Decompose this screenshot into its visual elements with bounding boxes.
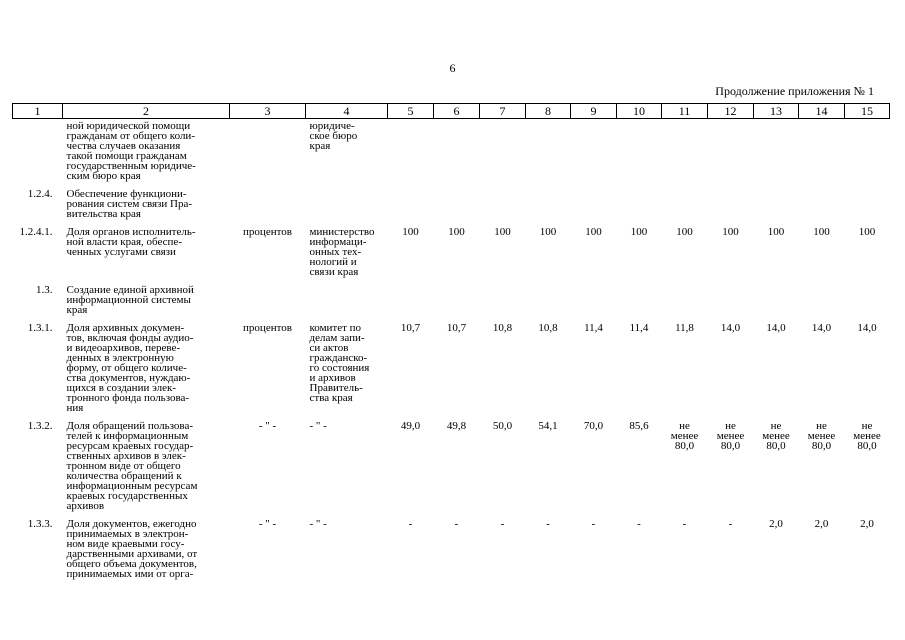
indicator-value: -: [682, 518, 687, 530]
column-header: 4: [306, 104, 388, 119]
indicator-name: Доля обращений пользова- телей к информационным ресурсам краевых государ- ственных архивов в элек- тронном виде от общего количества обращений к информационным ресурсам краевых государственных архивов: [66, 420, 198, 512]
indicator-value: [617, 285, 662, 323]
indicator-value: 100: [813, 226, 830, 238]
indicator-value: 49,8: [446, 420, 467, 432]
indicator-value: [388, 119, 434, 190]
indicator-value: 11,4: [629, 322, 649, 334]
indicator-value: [480, 119, 526, 190]
indicator-value: [845, 119, 890, 190]
unit-of-measure: - " -: [258, 518, 277, 530]
column-header: 3: [230, 104, 306, 119]
indicator-value: 14,0: [811, 322, 832, 334]
header-row: [13, 104, 890, 119]
indicator-value: [754, 285, 799, 323]
column-header: 15: [845, 104, 890, 119]
indicator-value: [480, 285, 526, 323]
responsible-body: - " -: [309, 420, 327, 432]
indicator-value: не менее 80,0: [716, 420, 745, 452]
indicator-value: 10,8: [538, 322, 558, 334]
indicator-value: [845, 189, 890, 227]
indicator-value: 2,0: [769, 518, 783, 530]
table-row: [13, 285, 890, 323]
unit-of-measure: [230, 285, 306, 323]
indicator-value: -: [454, 518, 459, 530]
indicator-value: -: [637, 518, 641, 530]
indicator-value: [388, 189, 434, 227]
indicator-value: 2,0: [860, 518, 874, 530]
indicator-value: [526, 119, 571, 190]
indicator-value: [708, 189, 754, 227]
indicator-name: Обеспечение функциони- рования систем связи Пра- вительства края: [66, 188, 193, 220]
indicators-table-container: [12, 103, 889, 587]
indicator-value: 10,7: [400, 322, 421, 334]
indicator-value: 100: [494, 226, 511, 238]
indicator-value: 50,0: [492, 420, 513, 432]
indicator-value: [799, 285, 845, 323]
indicator-value: [434, 285, 480, 323]
indicator-value: [662, 119, 708, 190]
indicator-value: [434, 189, 480, 227]
indicator-value: -: [500, 518, 505, 530]
column-header: 7: [480, 104, 526, 119]
indicator-value: [845, 285, 890, 323]
indicator-value: 49,0: [400, 420, 421, 432]
indicator-value: 100: [448, 226, 465, 238]
indicator-value: 100: [402, 226, 419, 238]
indicator-value: [526, 189, 571, 227]
indicator-value: [571, 189, 617, 227]
table-row: [13, 421, 890, 519]
indicator-value: [708, 285, 754, 323]
indicator-value: [434, 119, 480, 190]
column-header: 5: [388, 104, 434, 119]
row-index: 1.2.4.1.: [19, 226, 53, 238]
indicator-value: 14,0: [766, 322, 786, 334]
indicator-value: [754, 189, 799, 227]
indicator-value: 100: [585, 226, 602, 238]
responsible-body: [306, 285, 388, 323]
indicator-value: 11,8: [675, 322, 694, 334]
row-index: 1.3.1.: [27, 322, 53, 334]
indicators-table: [12, 103, 890, 587]
indicator-value: 100: [767, 226, 785, 238]
row-index: 1.2.4.: [27, 188, 53, 200]
column-header: 13: [754, 104, 799, 119]
indicator-value: не менее 80,0: [853, 420, 881, 452]
indicator-value: [526, 285, 571, 323]
indicator-value: 100: [676, 226, 693, 238]
table-row: [13, 227, 890, 285]
table-row: [13, 323, 890, 421]
indicator-value: 14,0: [720, 322, 741, 334]
row-index: [13, 119, 63, 190]
indicator-value: [799, 189, 845, 227]
unit-of-measure: процентов: [243, 322, 292, 334]
responsible-body: комитет по делам запи- си актов гражданско- го состояния и архивов Правитель- ства края: [309, 322, 370, 404]
column-header: 10: [617, 104, 662, 119]
indicator-name: ной юридической помощи гражданам от общего коли- чества случаев оказания такой помощи гражданам государственным юридиче- ским бюро края: [66, 120, 196, 182]
table-body: [13, 119, 890, 588]
table-row: [13, 519, 890, 587]
indicator-value: не менее 80,0: [762, 420, 790, 452]
indicator-value: -: [728, 518, 733, 530]
column-header: 9: [571, 104, 617, 119]
indicator-value: 100: [722, 226, 739, 238]
indicator-value: 100: [630, 226, 648, 238]
table-row: [13, 189, 890, 227]
column-header: 6: [434, 104, 480, 119]
unit-of-measure: процентов: [243, 226, 292, 238]
unit-of-measure: [230, 189, 306, 227]
indicator-value: не менее 80,0: [807, 420, 836, 452]
indicator-value: 10,7: [446, 322, 467, 334]
responsible-body: юридиче- ское бюро края: [309, 120, 358, 152]
indicator-value: [662, 285, 708, 323]
table-row: [13, 119, 890, 190]
column-header: 8: [526, 104, 571, 119]
row-index: 1.3.2.: [27, 420, 53, 432]
indicator-value: [799, 119, 845, 190]
indicator-value: 2,0: [814, 518, 829, 530]
indicator-value: 100: [539, 226, 557, 238]
indicator-value: [708, 119, 754, 190]
indicator-value: [617, 189, 662, 227]
indicator-name: Создание единой архивной информационной системы края: [66, 284, 194, 316]
page-number: 6: [449, 61, 456, 75]
indicator-value: [617, 119, 662, 190]
indicator-value: 10,8: [492, 322, 513, 334]
column-header: 14: [799, 104, 845, 119]
row-index: 1.3.: [36, 284, 53, 296]
indicator-value: [388, 285, 434, 323]
indicator-value: -: [591, 518, 596, 530]
column-header: 1: [13, 104, 63, 119]
indicator-name: Доля архивных докумен- тов, включая фонды аудио- и видеоархивов, переве- денных в электронную форму, от общего количе- ства документов, нуждаю- щихся в создании элек- тронного фонда пользова- ния: [66, 322, 194, 414]
indicator-value: -: [546, 518, 550, 530]
indicator-name: Доля документов, ежегодно принимаемых в электрон- ном виде краевыми госу- дарственными архивами, от общего объема документов, принимаемых ими от орга-: [66, 518, 198, 580]
indicator-value: 11,4: [584, 322, 603, 334]
indicator-value: [480, 189, 526, 227]
indicator-name: Доля органов исполнитель- ной власти края, обеспе- ченных услугами связи: [66, 226, 196, 258]
unit-of-measure: [230, 119, 306, 190]
row-index: 1.3.3.: [27, 518, 53, 530]
indicator-value: [662, 189, 708, 227]
indicator-value: 70,0: [583, 420, 604, 432]
indicator-value: 85,6: [629, 420, 649, 432]
indicator-value: 100: [858, 226, 876, 238]
indicator-value: [571, 119, 617, 190]
indicator-value: 54,1: [538, 420, 558, 432]
indicator-value: -: [408, 518, 413, 530]
indicator-value: 14,0: [857, 322, 877, 334]
column-header: 2: [63, 104, 230, 119]
appendix-continuation-label: Продолжение приложения № 1: [715, 84, 874, 98]
column-header: 12: [708, 104, 754, 119]
column-header: 11: [662, 104, 708, 119]
indicator-value: [754, 119, 799, 190]
responsible-body: - " -: [309, 518, 327, 530]
responsible-body: министерство информаци- онных тех- нологий и связи края: [309, 226, 375, 278]
indicator-value: не менее 80,0: [670, 420, 699, 452]
unit-of-measure: - " -: [258, 420, 277, 432]
indicator-value: [571, 285, 617, 323]
responsible-body: [306, 189, 388, 227]
